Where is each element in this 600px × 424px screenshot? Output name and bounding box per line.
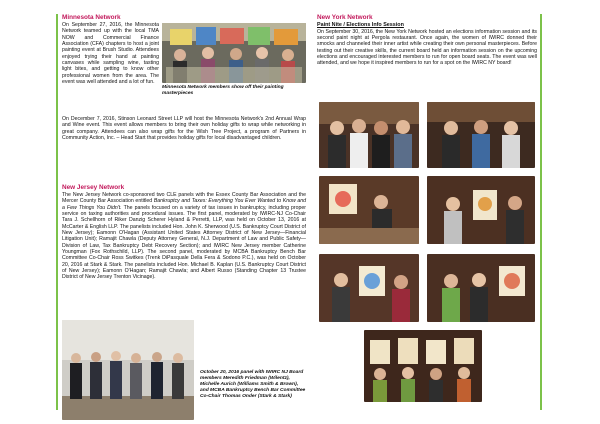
- new-york-photo-painting-4: [427, 254, 535, 322]
- minnesota-painting-photo: [162, 23, 306, 83]
- minnesota-photo-caption: Minnesota Network members show off their painting masterpieces: [162, 85, 284, 96]
- new-york-photo-painting-3: [319, 254, 419, 322]
- new-york-body: On September 30, 2016, the New York Network hosted an elections information session and its second paint night at Pergola restaurant. Once again, the women of IWIRC donned their smocks and channeled their inner artist while creating their own personal masterpieces. Before testing out their creative skills, the current board held an information session on the upcoming elections and encouraged interested members to run for open board seats. The event was well attended, and we hope it inspired members to run for a spot on the IWIRC NY board!: [317, 28, 537, 67]
- new-jersey-panel-caption: October 20, 2016 panel with IWIRC NJ Board members Meredith Friedman (Wilentz), Michelle Aurich (Williams Smith & Brown), and MCBA Bankruptcy Bench Bar Committee Co-Chair Thomas Onder (Stark & Stark): [200, 370, 306, 399]
- new-york-section: [317, 14, 537, 67]
- new-york-photo-group: [319, 102, 419, 168]
- minnesota-section: [62, 14, 306, 108]
- right-divider-rule: [540, 14, 542, 410]
- minnesota-intro-text: On September 27, 2016, the Minnesota Network teamed up with the local TMA NOW and Commercial Finance Association (CFA) chapters to host a joint painting event at Brush Studio. Attendees enjoyed trying their hand at painting canvases while sampling wine, tasting light bites, and getting to know other professional women from the area. The event was well attended and a lot of fun.: [62, 22, 159, 86]
- left-divider-rule: [56, 14, 58, 410]
- new-jersey-section: [62, 184, 306, 281]
- new-jersey-panel-title: Bankruptcy and Taxes: Everything You Ever Wanted to Know and a Few Things You Didn't.: [62, 198, 307, 211]
- new-york-photo-painting-1: [319, 176, 419, 244]
- new-york-title: New York Network: [317, 14, 373, 21]
- minnesota-title: Minnesota Network: [62, 14, 121, 21]
- new-york-photo-easels: [364, 330, 482, 402]
- new-york-photo-trio: [427, 102, 535, 168]
- minnesota-intro: [62, 14, 159, 85]
- new-jersey-body-part-2: The panels focused on a variety of tax issues in bankruptcy, including proper service on taxing authorities and procedural issues. The first panel, moderated by IWIRC-NJ Co-Chair Tara J. Schellhorn of Riker Danzig Scherer Hyland & Perretti, LLP, was held on October 13, 2016 at McCarter & English LLP. The panelists included Hon. John K. Sherwood (U.S. Bankruptcy Court District of New Jersey); Eamonn O'Hagan (Assistant United States Attorney District of New Jersey—Financial Litigation Unit); Ramajit Chawla (Deputy Attorney General, N.J. Department of Law and Public Safety—Division of Law, Tax Bankruptcy Debt Recovery Section); and IWIRC New Jersey member Catherine Youngman (Fox Rothschild, LLP). The second panel, moderated by MCBA Bankruptcy Bench Bar Committee Co-Chair Ross Switkes (Trenk DiPasquale Della Fera & Sodono P.C.), was held on October 20, 2016 at Stark & Stark. The panelists included Hon. Michael B. Kaplan (U.S. Bankruptcy Court District of New Jersey); Eamonn O'Hagan; Ramajit Chawla; and Albert Russo (Standing Chapter 13 Trustee District of New Jersey Trenton Vicinage).: [62, 204, 306, 281]
- new-jersey-body-part-1: The New Jersey Network co-sponsored two CLE panels with the Essex County Bar Association and the Mercer County Bar Association entitled: [62, 192, 306, 205]
- minnesota-photo-figure: [162, 23, 306, 97]
- right-column: [317, 14, 537, 414]
- new-jersey-title: New Jersey Network: [62, 184, 125, 191]
- new-york-subtitle: Paint Nite / Elections Info Session: [317, 22, 404, 28]
- new-jersey-body: [62, 192, 306, 281]
- new-jersey-panel-photo: [62, 320, 194, 420]
- minnesota-december-text: On December 7, 2016, Stinson Leonard Street LLP will host the Minnesota Network's 2nd Annual Wrap and Wine event. This event allows members to bring their own holiday gifts to wrap while networking in great company. Attendees can also wrap gifts for the Wish Tree Project, a program of Partners in Community Action, Inc. – Head Start that provides holiday gifts for local disadvantaged children.: [62, 116, 306, 142]
- left-column: [62, 14, 306, 414]
- new-york-photo-painting-2: [427, 176, 535, 244]
- minnesota-december-event: [62, 116, 306, 141]
